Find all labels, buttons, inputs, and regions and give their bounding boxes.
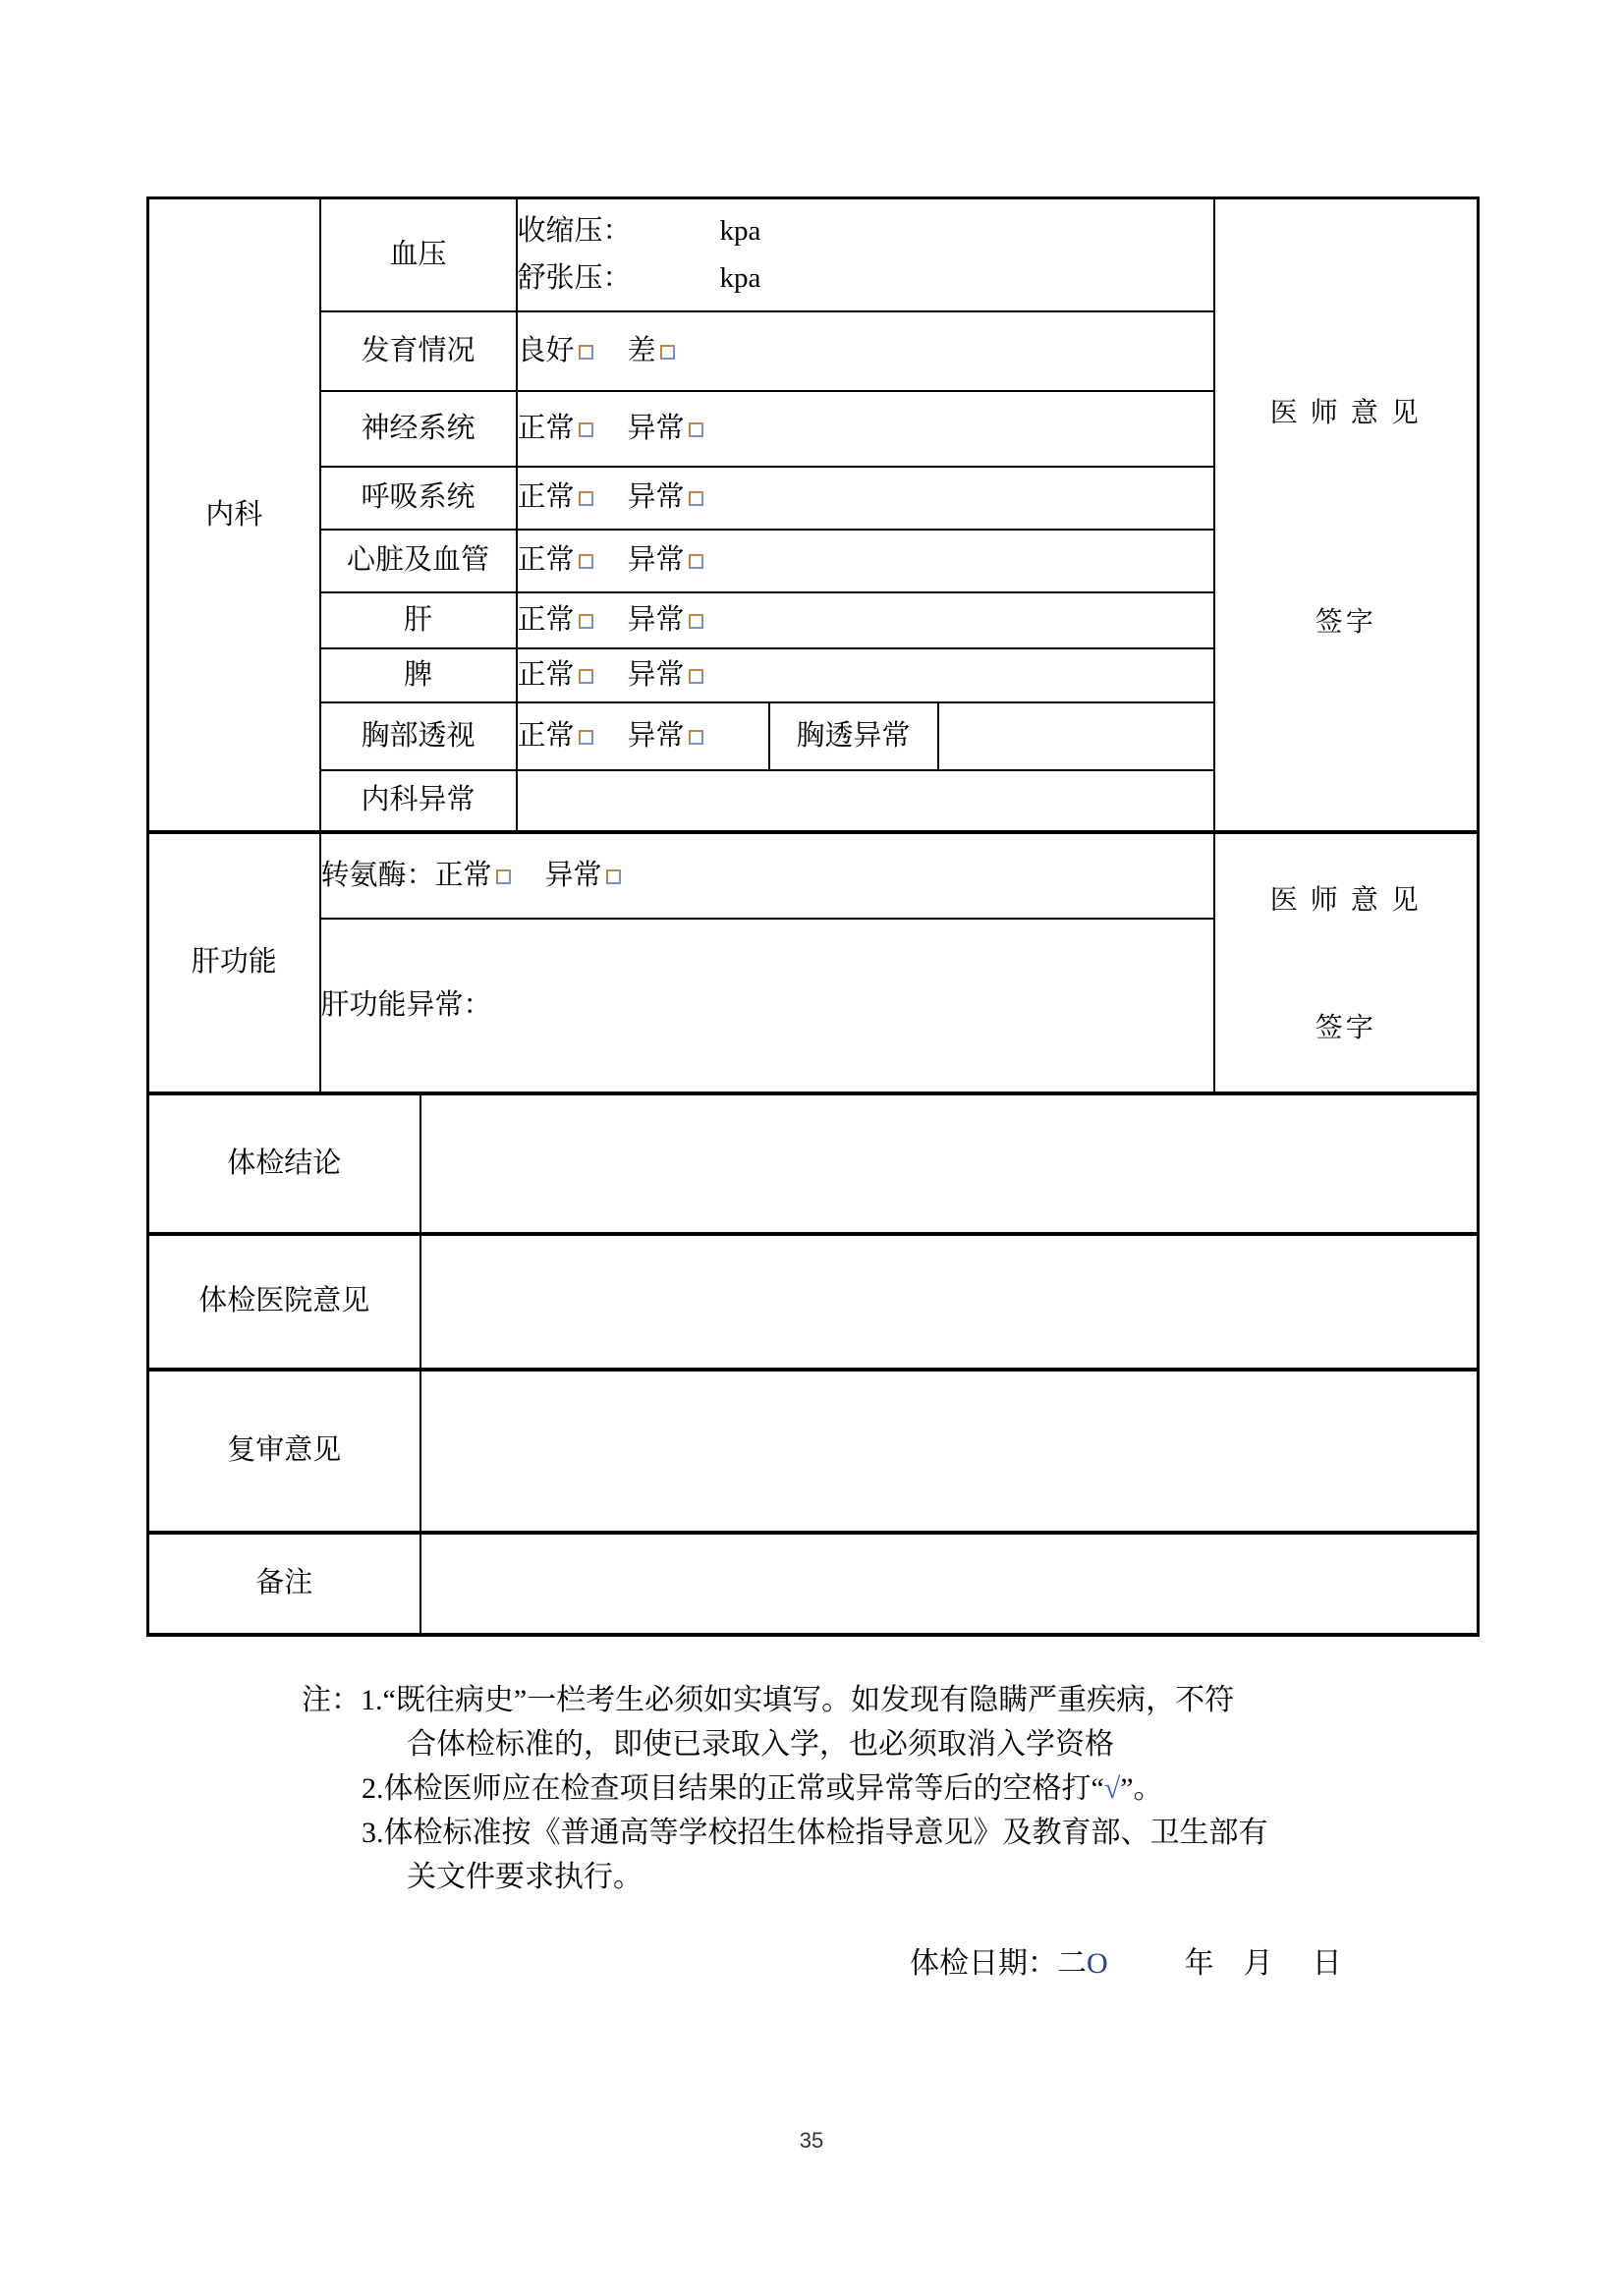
row-label-internal-abnormal: 内科异常	[320, 770, 517, 832]
note-line-5: 关文件要求执行。	[407, 1861, 643, 1893]
diastolic-unit: kpa	[719, 262, 761, 295]
spleen-value-cell	[517, 648, 1214, 702]
chest-xray-value-cell	[517, 702, 769, 770]
row-label-development: 发育情况	[320, 311, 517, 391]
row-label-heart-vessels: 心脏及血管	[320, 530, 517, 592]
checkbox-good[interactable]	[579, 345, 593, 360]
checkbox-normal[interactable]	[579, 614, 593, 629]
checkbox-normal[interactable]	[496, 869, 511, 884]
option-normal: 正常	[518, 544, 593, 576]
internal-abnormal-value-cell	[517, 770, 1214, 832]
note-line-1: 注：1.“既往病史”一栏考生必须如实填写。如发现有隐瞒严重疾病，不符	[302, 1684, 1235, 1716]
transaminase-cell	[320, 832, 1214, 919]
checkbox-normal[interactable]	[579, 422, 593, 437]
liver-function-doctor-cell	[1214, 832, 1479, 1093]
chest-xray-abnormal-label: 胸透异常	[796, 719, 911, 752]
review-opinion-content-cell	[420, 1370, 1479, 1533]
liver-function-abnormal-label: 肝功能异常：	[320, 988, 492, 1021]
diastolic-label: 舒张压：	[517, 262, 632, 295]
note-line-3: 2.体检医师应在检查项目结果的正常或异常等后的空格打“√”。	[362, 1772, 1163, 1805]
internal-medicine-doctor-cell	[1214, 198, 1479, 832]
note-line-4: 3.体检标准按《普通高等学校招生体检指导意见》及教育部、卫生部有	[362, 1817, 1268, 1849]
section-label-internal-medicine	[148, 198, 320, 832]
option-abnormal: 异常	[628, 413, 703, 444]
row-label-blood-pressure: 血压	[320, 198, 517, 311]
checkbox-abnormal[interactable]	[689, 554, 703, 569]
footnotes	[302, 1678, 1481, 1899]
row-label-review-opinion: 复审意见	[148, 1370, 420, 1533]
exam-date-prefix: 体检日期：二	[910, 1947, 1087, 1980]
option-good: 良好	[518, 335, 593, 366]
check-mark-glyph: √	[1103, 1772, 1121, 1805]
checkbox-abnormal[interactable]	[689, 730, 703, 745]
systolic-unit: kpa	[719, 215, 761, 248]
row-label-respiratory-system: 呼吸系统	[320, 467, 517, 530]
respiratory-system-value-cell	[517, 467, 1214, 530]
doctor-opinion-label: 医 师 意 见	[1269, 398, 1422, 428]
heart-vessels-value-cell	[517, 530, 1214, 592]
option-abnormal: 异常	[545, 860, 621, 891]
checkbox-abnormal[interactable]	[689, 614, 703, 629]
checkbox-normal[interactable]	[579, 491, 593, 506]
liver-function-abnormal-cell	[320, 919, 1214, 1093]
systolic-line	[518, 207, 1213, 254]
note-line-2: 合体检标准的，即使已录取入学，也必须取消入学资格	[407, 1728, 1114, 1761]
exam-date-month: 月	[1243, 1947, 1273, 1980]
option-abnormal: 异常	[628, 544, 703, 576]
exam-date-day: 日	[1312, 1947, 1342, 1980]
option-poor: 差	[628, 335, 675, 366]
row-label-nervous-system: 神经系统	[320, 391, 517, 467]
checkbox-abnormal[interactable]	[689, 491, 703, 506]
option-normal: 正常	[518, 604, 593, 636]
row-label-conclusion: 体检结论	[148, 1093, 420, 1234]
checkbox-normal[interactable]	[579, 669, 593, 684]
liver-value-cell	[517, 592, 1214, 648]
row-label-spleen: 脾	[320, 648, 517, 702]
doctor-opinion-label: 医 师 意 见	[1269, 884, 1422, 916]
section-label-liver-function	[148, 832, 320, 1093]
option-normal: 正常	[518, 413, 593, 444]
option-normal: 正常	[518, 720, 593, 752]
checkbox-poor[interactable]	[660, 345, 675, 360]
row-label-remarks: 备注	[148, 1533, 420, 1635]
option-abnormal: 异常	[628, 604, 703, 636]
option-normal: 正常	[435, 860, 511, 891]
blood-pressure-value-cell	[517, 198, 1214, 311]
checkbox-normal[interactable]	[579, 730, 593, 745]
page-number: 35	[799, 2128, 824, 2153]
exam-date-line	[910, 1938, 1342, 1982]
row-label-hospital-opinion: 体检医院意见	[148, 1234, 420, 1370]
doctor-sign-label: 签字	[1315, 607, 1376, 638]
row-label-liver: 肝	[320, 592, 517, 648]
exam-table	[146, 196, 1480, 1637]
checkbox-abnormal[interactable]	[606, 869, 621, 884]
transaminase-label: 转氨酶：	[320, 859, 435, 891]
liver-function-label: 肝功能	[191, 946, 277, 979]
hospital-opinion-content-cell	[420, 1234, 1479, 1370]
checkbox-normal[interactable]	[579, 554, 593, 569]
doctor-sign-label: 签字	[1315, 1012, 1376, 1043]
remarks-content-cell	[420, 1533, 1479, 1635]
exam-date-year: 年	[1184, 1947, 1214, 1980]
chest-xray-abnormal-value-cell	[938, 702, 1214, 770]
development-value-cell	[517, 311, 1214, 391]
diastolic-line	[518, 254, 1213, 302]
option-abnormal: 异常	[628, 481, 703, 513]
internal-medicine-label: 内科	[205, 498, 263, 531]
option-abnormal: 异常	[628, 720, 703, 752]
option-normal: 正常	[518, 481, 593, 513]
exam-date-letter-o: O	[1087, 1947, 1108, 1980]
systolic-label: 收缩压：	[517, 215, 632, 248]
checkbox-abnormal[interactable]	[689, 422, 703, 437]
checkbox-abnormal[interactable]	[689, 669, 703, 684]
row-label-chest-xray: 胸部透视	[320, 702, 517, 770]
option-normal: 正常	[518, 659, 593, 691]
option-abnormal: 异常	[628, 659, 703, 691]
conclusion-content-cell	[420, 1093, 1479, 1234]
chest-xray-abnormal-label-cell	[769, 702, 938, 770]
nervous-system-value-cell	[517, 391, 1214, 467]
